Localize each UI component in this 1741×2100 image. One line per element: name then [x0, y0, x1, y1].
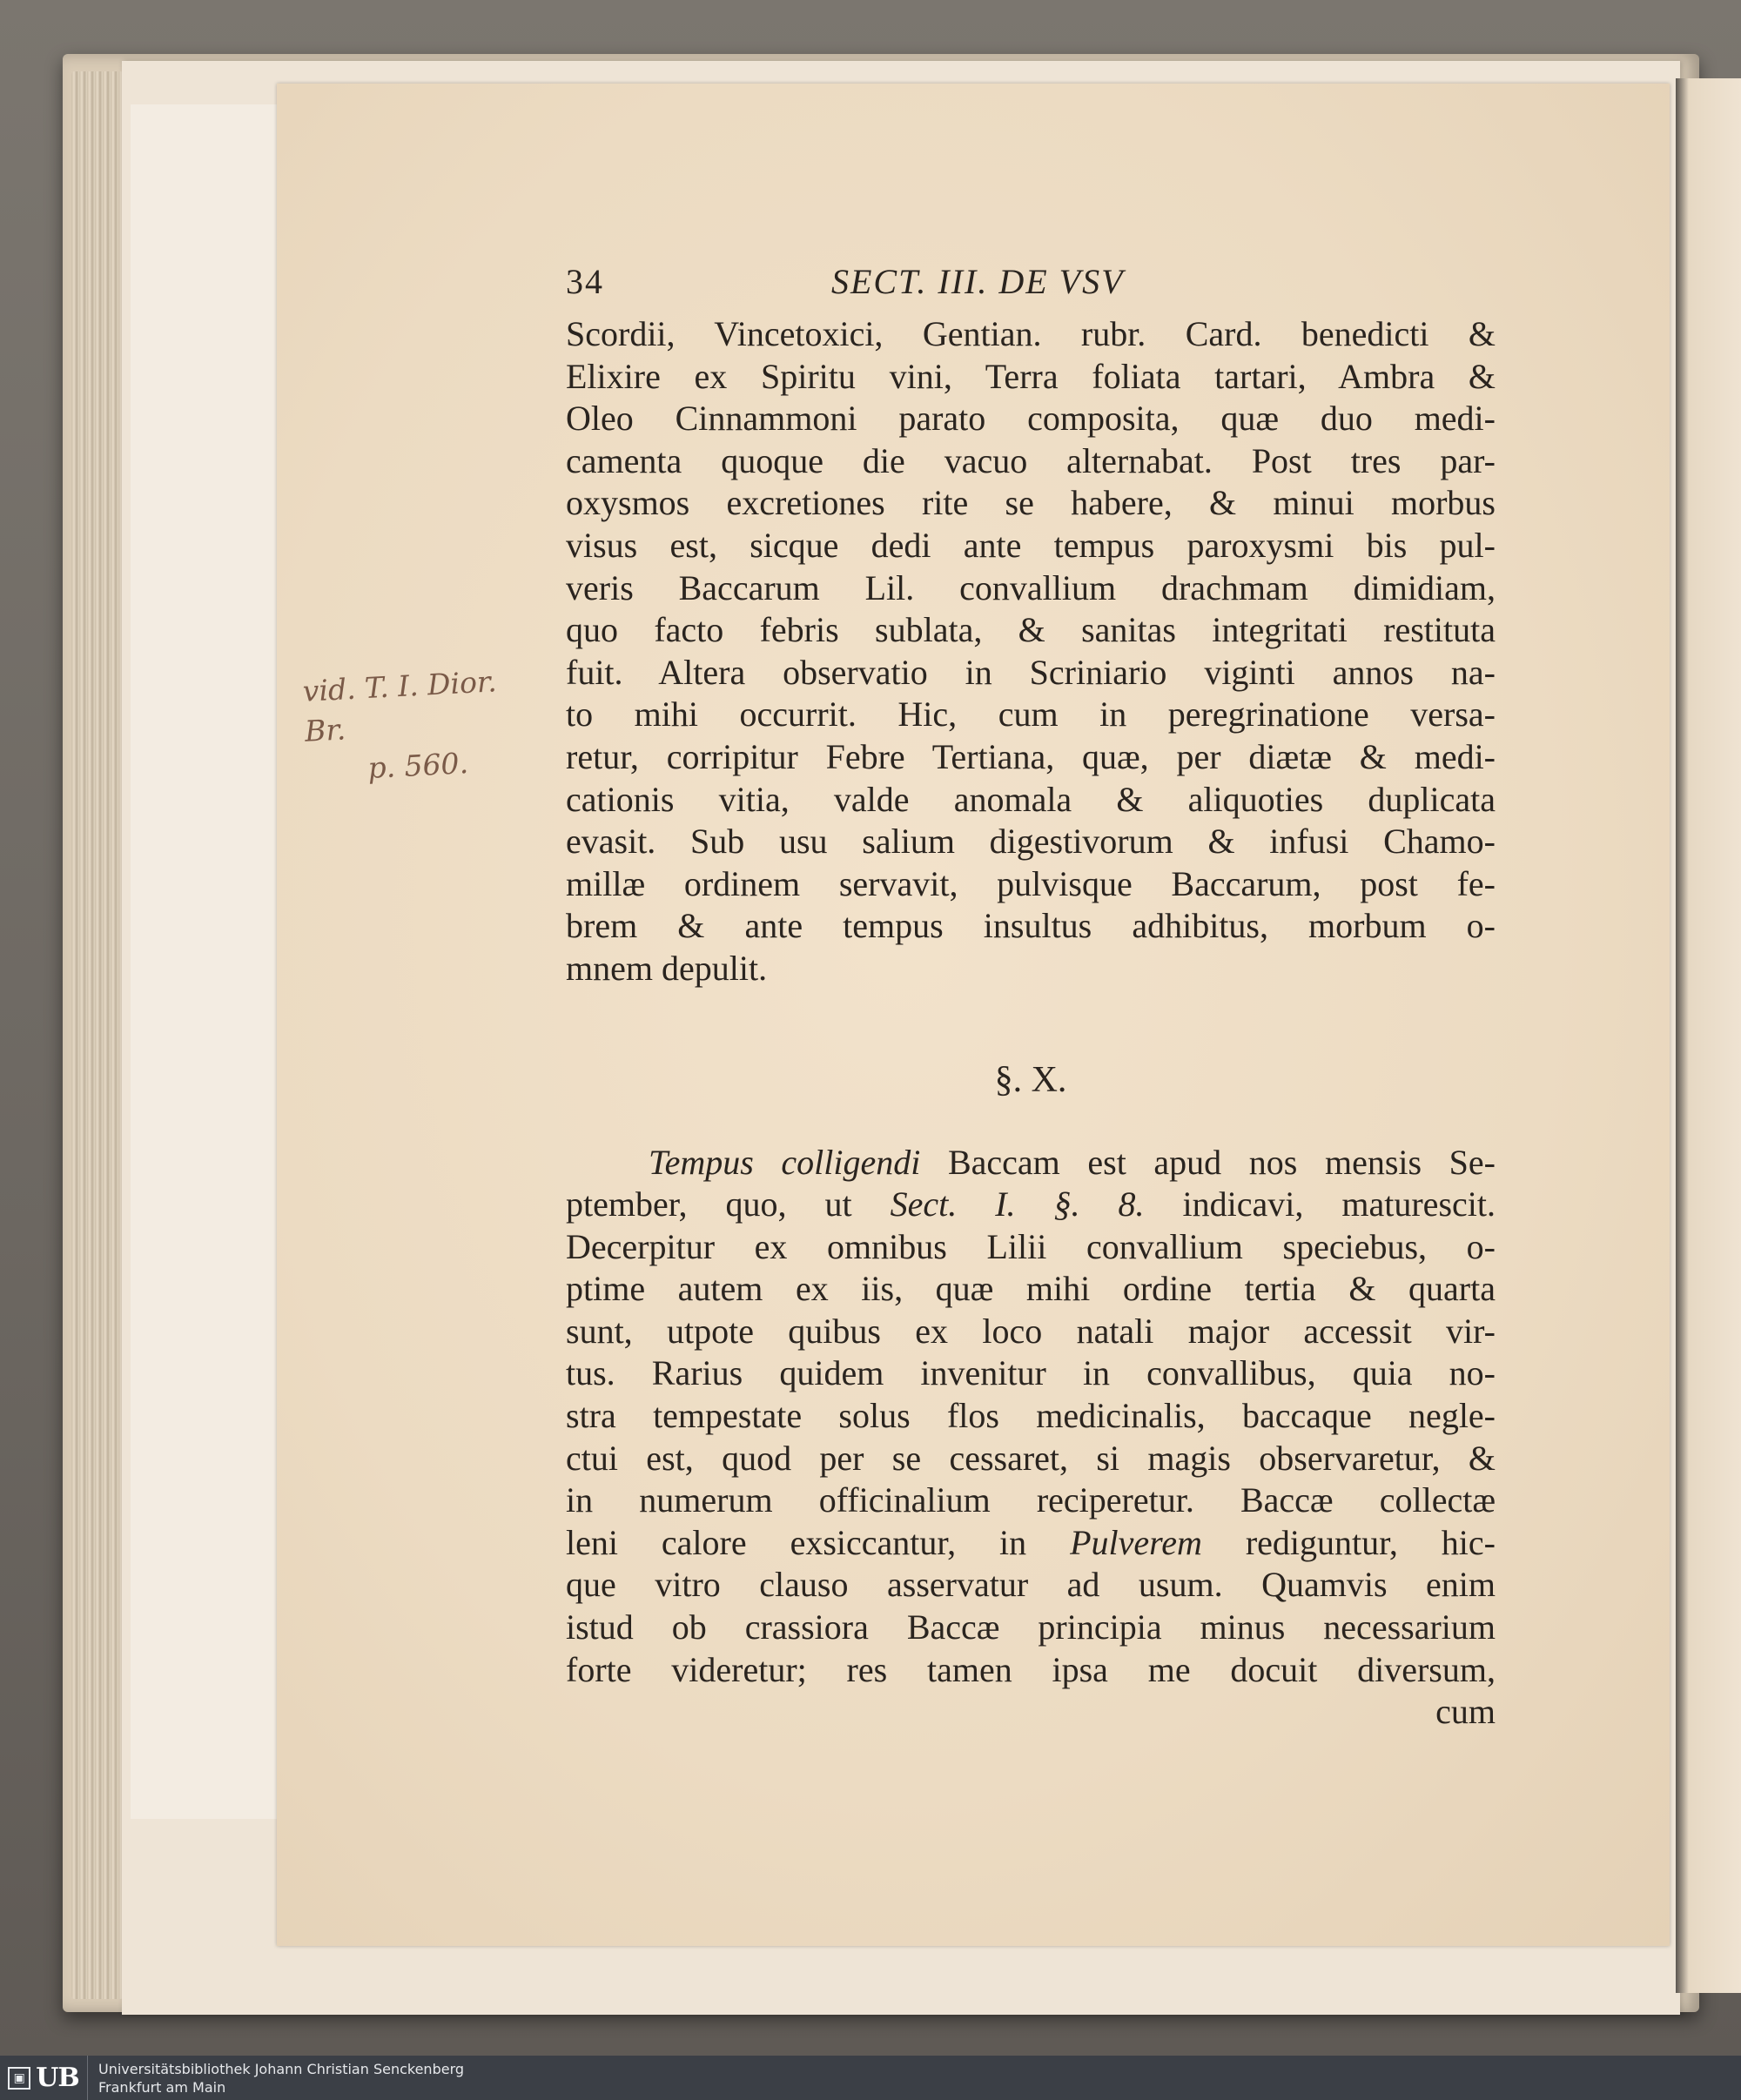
italic-word: Pulverem — [1070, 1522, 1202, 1562]
facing-page-edge — [1676, 78, 1741, 1993]
text-line: mnem depulit. — [566, 948, 768, 988]
page-number: 34 — [566, 262, 604, 301]
text-line: evasit. Sub usu salium digestivorum & infusi Chamo- — [566, 822, 1496, 862]
italic-phrase: Tempus colligendi — [649, 1142, 921, 1182]
text-line: quo facto febris sublata, & sanitas integritati restituta — [566, 610, 1496, 650]
text-line: istud ob crassiora Baccæ principia minus necessarium — [566, 1607, 1496, 1647]
text-line: stra tempestate solus flos medicinalis, baccaque negle- — [566, 1396, 1496, 1436]
margin-note-line-1: vid. T. I. Dior. Br. — [301, 664, 498, 748]
text-line: que vitro clauso asservatur ad usum. Quamvis enim — [566, 1565, 1496, 1605]
running-title: SECT. III. DE VSV — [831, 262, 1125, 301]
text-line: oxysmos excretiones rite se habere, & minui morbus — [566, 483, 1496, 523]
text-span: leni calore exsiccantur, in — [566, 1522, 1071, 1562]
text-line: to mihi occurrit. Hic, cum in peregrinatione versa- — [566, 694, 1496, 735]
library-logo[interactable] — [0, 2056, 88, 2100]
text-line — [566, 1142, 1496, 1184]
text-line: forte videretur; res tamen ipsa me docuit diversum, — [566, 1649, 1496, 1689]
text-span: indicavi, maturescit. — [1144, 1184, 1496, 1224]
catchword: cum — [1435, 1692, 1496, 1732]
text-line: Decerpitur ex omnibus Lilii convallium speciebus, o- — [566, 1226, 1496, 1266]
text-line: millæ ordinem servavit, pulvisque Baccarum, post fe- — [566, 863, 1496, 903]
institution-credit — [88, 2060, 464, 2097]
section-reference: Sect. I. §. 8. — [890, 1184, 1145, 1224]
shield-icon: ▣ — [8, 2067, 30, 2090]
logo-text: UB — [36, 2063, 79, 2093]
text-line — [566, 1184, 1496, 1226]
text-line: Oleo Cinnammoni parato composita, quæ duo medi- — [566, 399, 1496, 439]
text-line: ctui est, quod per se cessaret, si magis observaretur, & — [566, 1438, 1496, 1478]
text-line: veris Baccarum Lil. convallium drachmam dimidiam, — [566, 567, 1496, 607]
paragraph-2 — [566, 1142, 1496, 1692]
page-edges — [71, 71, 124, 1999]
text-line: Scordii, Vincetoxici, Gentian. rubr. Card. benedicti & — [566, 314, 1496, 353]
text-span: ptember, quo, ut — [566, 1184, 891, 1224]
paragraph-1 — [566, 313, 1496, 990]
text-line: in numerum officinalium reciperetur. Baccæ collectæ — [566, 1480, 1496, 1520]
text-line: camenta quoque die vacuo alternabat. Post tres par- — [566, 440, 1496, 480]
text-line: retur, corripitur Febre Tertiana, quæ, per diætæ & medi- — [566, 736, 1496, 776]
text-line — [566, 1522, 1496, 1565]
text-line: sunt, utpote quibus ex loco natali major accessit vir- — [566, 1311, 1496, 1351]
text-line: Elixire ex Spiritu vini, Terra foliata tartari, Ambra & — [566, 356, 1496, 396]
blank-leaf-strip — [131, 104, 279, 1819]
text-line: visus est, sicque dedi ante tempus paroxysmi bis pul- — [566, 525, 1496, 565]
text-line: tus. Rarius quidem invenitur in convallibus, quia no- — [566, 1353, 1496, 1393]
text-line: brem & ante tempus insultus adhibitus, morbum o- — [566, 906, 1496, 946]
text-line: ptime autem ex iis, quæ mihi ordine tertia & quarta — [566, 1269, 1496, 1309]
text-line: cationis vitia, valde anomala & aliquoties duplicata — [566, 779, 1496, 819]
text-span: Baccam est apud nos mensis Se- — [920, 1142, 1496, 1182]
institution-name: Universitätsbibliothek Johann Christian Senckenberg — [98, 2060, 465, 2077]
margin-note-line-2: p. 560. — [366, 746, 469, 786]
page-text-block — [566, 261, 1496, 1734]
text-line: fuit. Altera observatio in Scriniario viginti annos na- — [566, 652, 1496, 692]
institution-city: Frankfurt am Main — [98, 2078, 226, 2096]
running-head — [566, 261, 1496, 313]
section-heading: §. X. — [994, 1059, 1067, 1100]
handwritten-margin-note — [302, 660, 534, 791]
text-span: rediguntur, hic- — [1201, 1522, 1496, 1562]
viewer-footer — [0, 2056, 1741, 2100]
